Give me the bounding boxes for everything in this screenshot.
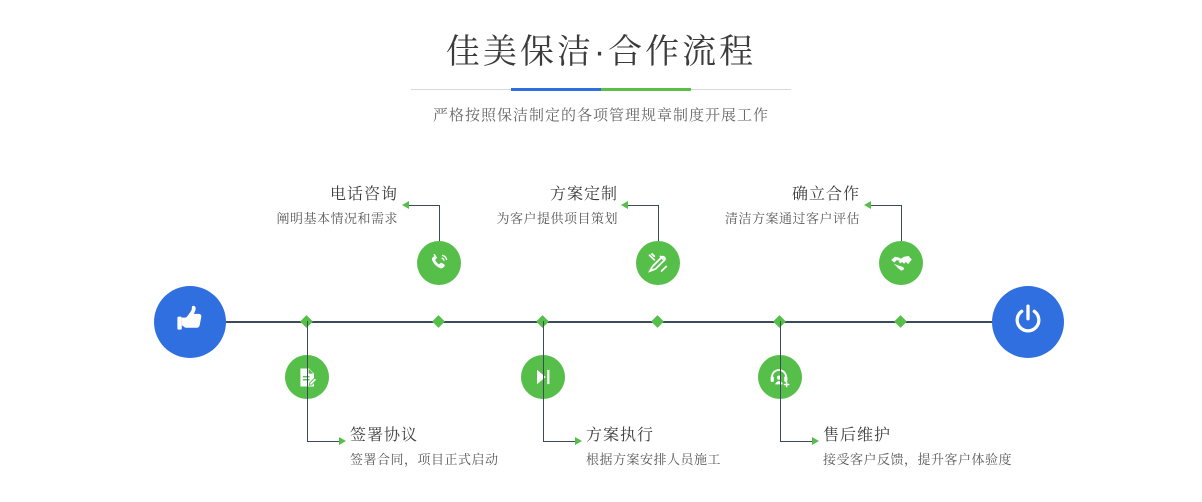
step-connector-5-vertical: [901, 205, 902, 241]
thumbs-up-icon: [173, 303, 207, 342]
timeline-start-badge: [154, 286, 226, 358]
page-title: 佳美保洁·合作流程: [445, 33, 757, 71]
step-arrow-5: [864, 201, 871, 209]
phone-ring-icon: [427, 251, 451, 275]
handshake-icon: [889, 251, 914, 276]
step-desc-5: 清洁方案通过客户评估: [724, 211, 860, 226]
step-title-4: 方案执行: [586, 427, 655, 444]
step-dot-3: [651, 315, 664, 328]
step-dot-1: [432, 315, 445, 328]
step-arrow-2: [339, 437, 346, 445]
step-connector-4-horizontal: [543, 441, 575, 442]
step-desc-1: 阐明基本情况和需求: [276, 211, 398, 226]
step-label-1: [253, 184, 398, 229]
step-desc-6: 接受客户反馈，提升客户体验度: [823, 452, 1013, 467]
pen-ruler-icon: [646, 251, 670, 275]
step-desc-3: 为客户提供项目策划: [496, 211, 618, 226]
step-connector-2-horizontal: [307, 441, 339, 442]
step-connector-6-vertical: [780, 321, 781, 441]
step-title-6: 售后维护: [823, 427, 892, 444]
step-connector-4-vertical: [543, 321, 544, 441]
step-label-2: [350, 425, 499, 470]
power-icon: [1010, 302, 1046, 343]
step-connector-3-vertical: [658, 205, 659, 241]
step-icon-1: [417, 241, 461, 285]
step-connector-6-horizontal: [780, 441, 812, 442]
step-label-4: [586, 425, 721, 470]
step-arrow-6: [812, 437, 819, 445]
step-connector-2-vertical: [307, 321, 308, 441]
step-arrow-1: [402, 201, 409, 209]
step-title-5: 确立合作: [791, 186, 860, 203]
step-title-1: 电话咨询: [329, 186, 398, 203]
step-dot-5: [894, 315, 907, 328]
step-label-3: [460, 184, 618, 229]
step-desc-4: 根据方案安排人员施工: [586, 452, 722, 467]
step-title-2: 签署协议: [350, 427, 419, 444]
timeline-end-badge: [992, 286, 1064, 358]
step-icon-3: [636, 241, 680, 285]
step-connector-1-horizontal: [409, 205, 439, 206]
step-connector-3-horizontal: [628, 205, 658, 206]
step-icon-5: [879, 241, 923, 285]
step-title-3: 方案定制: [549, 186, 618, 203]
step-label-6: [823, 425, 1012, 470]
step-connector-1-vertical: [439, 205, 440, 241]
step-arrow-3: [621, 201, 628, 209]
step-label-5: [700, 184, 860, 229]
step-desc-2: 签署合同，项目正式启动: [350, 452, 499, 467]
step-connector-5-horizontal: [871, 205, 901, 206]
step-arrow-4: [575, 437, 582, 445]
page-subtitle: 严格按照保洁制定的各项管理规章制度开展工作: [432, 107, 769, 124]
